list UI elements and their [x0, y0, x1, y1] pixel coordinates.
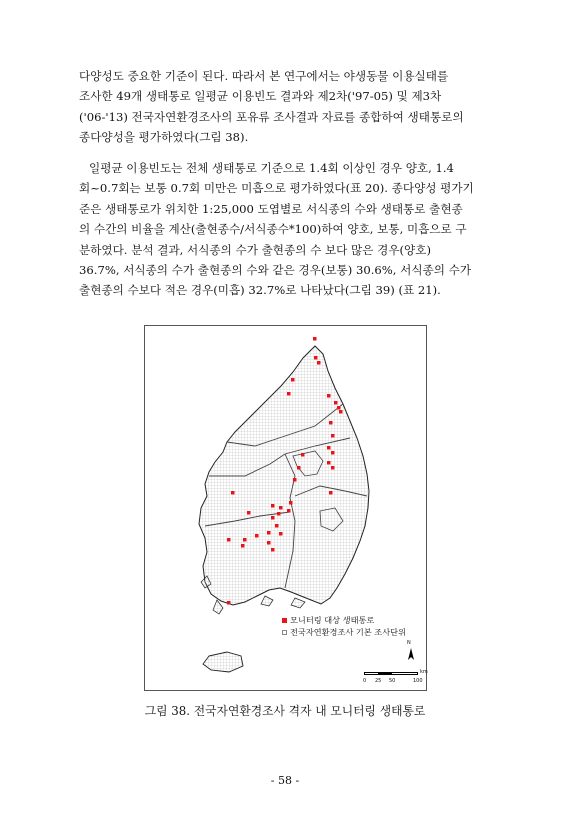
marker	[227, 601, 231, 605]
marker	[313, 337, 317, 341]
paragraph-line: 준은 생태통로가 위치한 1:25,000 도엽별로 서식종의 수와 생태통로 출현종	[79, 201, 463, 216]
marker	[327, 446, 331, 450]
marker	[271, 504, 275, 508]
paragraph-2	[79, 158, 497, 301]
marker	[271, 548, 275, 552]
marker	[287, 509, 291, 513]
marker	[275, 524, 279, 528]
marker	[331, 466, 335, 470]
jeju-island	[203, 652, 243, 672]
marker	[297, 466, 301, 470]
legend-item-grid	[282, 626, 412, 638]
page-number: - 58 -	[270, 774, 300, 787]
marker	[301, 453, 305, 457]
north-arrow-icon	[408, 648, 414, 660]
island	[261, 596, 273, 606]
marker	[314, 356, 318, 360]
map-figure	[144, 325, 427, 691]
marker	[255, 534, 259, 538]
marker	[227, 538, 231, 542]
island	[291, 598, 305, 608]
marker	[231, 491, 235, 495]
paragraph-line: 36.7%, 서식종의 수가 출현종의 수와 같은 경우(보통) 30.6%, 서식종의 수가	[79, 263, 472, 278]
marker	[289, 501, 293, 505]
scale-tick: 25	[375, 678, 382, 684]
paragraph-1	[79, 66, 497, 148]
marker	[334, 401, 338, 405]
marker	[327, 394, 331, 398]
marker	[279, 532, 283, 536]
legend-item-monitoring	[282, 614, 412, 626]
paragraph-line: 의 수간의 비율을 계산(출현종수/서식종수*100)하여 양호, 보통, 미흡으로 구	[79, 222, 467, 237]
grid-swatch	[282, 630, 287, 635]
paragraph-line: 분하였다. 분석 결과, 서식종의 수가 출현종의 수 보다 많은 경우(양호)	[79, 242, 431, 257]
map-legend	[282, 614, 412, 638]
marker	[331, 451, 335, 455]
marker	[241, 544, 245, 548]
legend-label: 전국자연환경조사 기본 조사단위	[290, 627, 406, 637]
marker	[317, 361, 321, 365]
marker	[279, 506, 283, 510]
figure-caption: 그림 38. 전국자연환경조사 격자 내 모니터링 생태통로	[144, 704, 426, 718]
scale-tick: 50	[389, 678, 396, 684]
paragraph-line: 조사한 49개 생태통로 일평균 이용빈도 결과와 제2차('97-05) 및 제3차	[79, 89, 442, 104]
legend-label: 모니터링 대상 생태통로	[290, 615, 375, 625]
marker	[293, 478, 297, 482]
paragraph-line: ('06-'13) 전국자연환경조사의 포유류 조사결과 자료를 종합하여 생태통로의	[79, 109, 464, 124]
scale-unit: km	[420, 669, 428, 675]
marker	[339, 410, 343, 414]
marker	[329, 491, 333, 495]
marker	[291, 378, 295, 382]
paragraph-line: 회~0.7회는 보통 0.7회 미만은 미흡으로 평가하였다(표 20). 종다양성 평가기	[79, 181, 474, 196]
north-label: N	[407, 640, 411, 646]
marker	[337, 406, 341, 410]
marker	[277, 512, 281, 516]
marker	[267, 541, 271, 545]
marker	[247, 511, 251, 515]
scale-bar-graphic	[364, 672, 418, 675]
paragraph-line: 출현종의 수보다 적은 경우(미흡) 32.7%로 나타났다(그림 39) (표 21).	[79, 283, 441, 298]
paragraph-line: 종다양성을 평가하였다(그림 38).	[79, 130, 249, 145]
paragraph-line: 일평균 이용빈도는 전체 생태통로 기준으로 1.4회 이상인 경우 양호, 1.4	[89, 161, 454, 175]
marker	[243, 538, 247, 542]
scale-tick: 100	[413, 678, 423, 684]
marker	[267, 531, 271, 535]
marker	[287, 392, 291, 396]
island	[213, 600, 223, 614]
marker-swatch	[282, 618, 287, 623]
marker	[329, 421, 333, 425]
marker	[331, 434, 335, 438]
paragraph-line: 다양성도 중요한 기준이 된다. 따라서 본 연구에서는 야생동물 이용실태를	[79, 69, 449, 83]
marker	[271, 516, 275, 520]
scale-tick: 0	[363, 678, 367, 684]
scale-bar	[363, 669, 428, 689]
marker	[327, 461, 331, 465]
